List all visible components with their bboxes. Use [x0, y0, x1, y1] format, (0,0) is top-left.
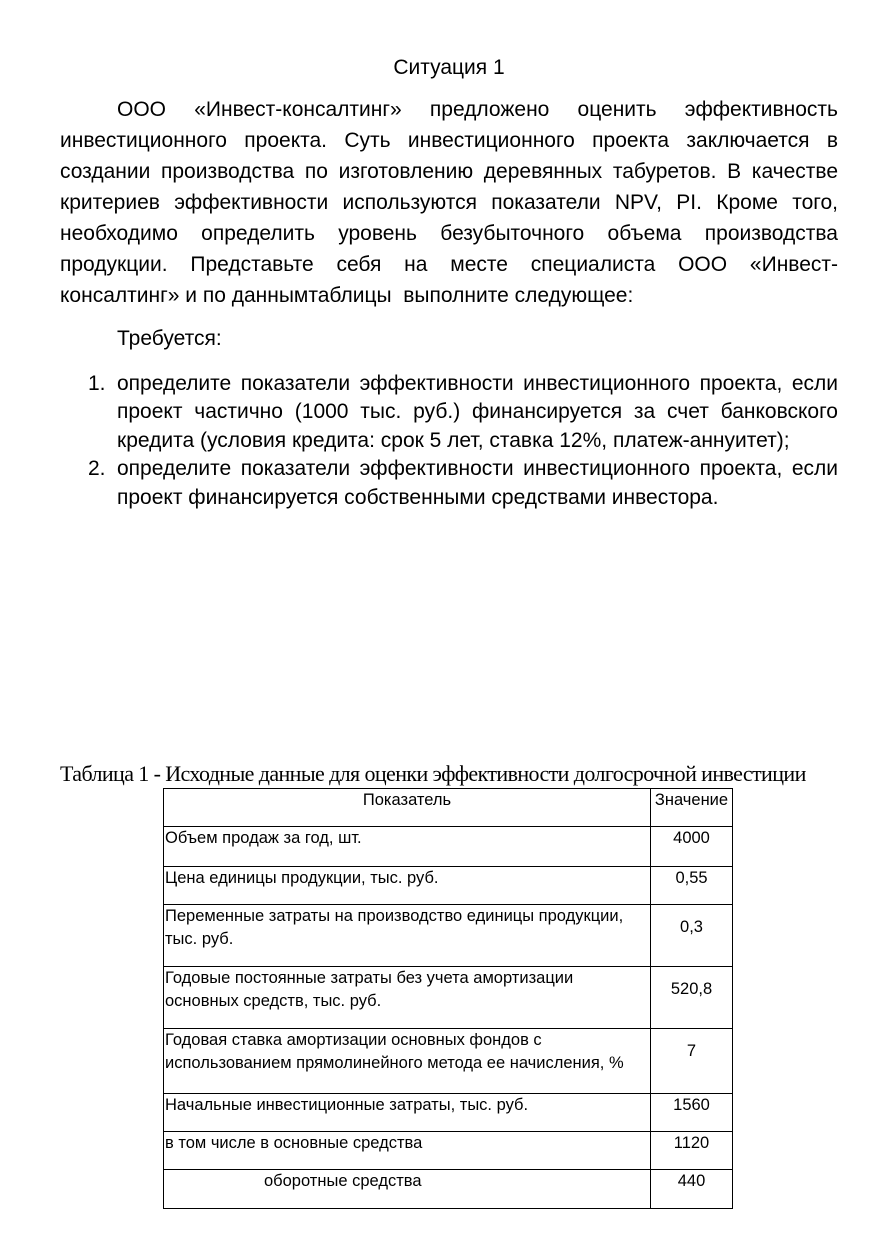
intro-line: продукции. Представьте себя на месте специалиста ООО «Инвест- [60, 253, 838, 276]
task-line: проект финансируется собственными средствами инвестора. [117, 485, 719, 509]
table-row [164, 827, 733, 867]
indicator-cell: Годовая ставка амортизации основных фондов с использованием прямолинейного метода ее начисления, % [164, 1029, 651, 1094]
data-table [163, 788, 733, 1209]
indicator-cell: оборотные средства [164, 1170, 651, 1209]
intro-line: необходимо определить уровень безубыточного объема производства [60, 222, 838, 245]
intro-line: консалтинг» и по даннымтаблицы выполните следующее: [60, 284, 634, 307]
task-list [60, 370, 838, 513]
page-title: Ситуация 1 [393, 56, 505, 79]
task-item [60, 370, 838, 456]
table-row [164, 905, 733, 967]
header-value: Значение [651, 789, 733, 827]
table-header-row [164, 789, 733, 827]
intro-line: инвестиционного проекта. Суть инвестиционного проекта заключается в [60, 129, 838, 152]
indicator-cell: Переменные затраты на производство единицы продукции, тыс. руб. [164, 905, 651, 967]
value-cell: 0,3 [651, 905, 733, 967]
value-cell: 4000 [651, 827, 733, 867]
value-cell: 440 [651, 1170, 733, 1209]
task-number: 1. [88, 371, 106, 395]
table-row [164, 1132, 733, 1170]
value-cell: 7 [651, 1029, 733, 1094]
table-row [164, 1029, 733, 1094]
task-number: 2. [88, 457, 106, 480]
table-caption: Таблица 1 - Исходные данные для оценки эффективности долгосрочной инвестиции [60, 761, 806, 786]
value-cell: 520,8 [651, 967, 733, 1029]
value-cell: 1120 [651, 1132, 733, 1170]
indicator-cell: Цена единицы продукции, тыс. руб. [164, 867, 651, 905]
indicator-cell: Объем продаж за год, шт. [164, 827, 651, 867]
table-row [164, 967, 733, 1029]
requirement-label: Требуется: [117, 327, 222, 350]
intro-line: ООО «Инвест-консалтинг» предложено оценить эффективность [117, 98, 838, 121]
value-cell: 1560 [651, 1094, 733, 1132]
intro-line: создании производства по изготовлению деревянных табуретов. В качестве [60, 160, 838, 183]
value-cell: 0,55 [651, 867, 733, 905]
task-line: определите показатели эффективности инвестиционного проекта, если [117, 457, 838, 480]
indicator-cell: Годовые постоянные затраты без учета амортизации основных средств, тыс. руб. [164, 967, 651, 1029]
table-row [164, 1094, 733, 1132]
indicator-cell: Начальные инвестиционные затраты, тыс. руб. [164, 1094, 651, 1132]
table-row [164, 1170, 733, 1209]
intro-line: критериев эффективности используются показатели NPV, PI. Кроме того, [60, 191, 838, 214]
header-indicator: Показатель [164, 789, 651, 827]
indicator-cell: в том числе в основные средства [164, 1132, 651, 1170]
task-line: определите показатели эффективности инвестиционного проекта, если [117, 371, 838, 395]
task-line: кредита (условия кредита: срок 5 лет, ставка 12%, платеж-аннуитет); [117, 428, 790, 452]
task-item [60, 455, 838, 512]
task-line: проект частично (1000 тыс. руб.) финансируется за счет банковского [117, 400, 838, 423]
intro-paragraph [60, 94, 838, 311]
table-row [164, 867, 733, 905]
